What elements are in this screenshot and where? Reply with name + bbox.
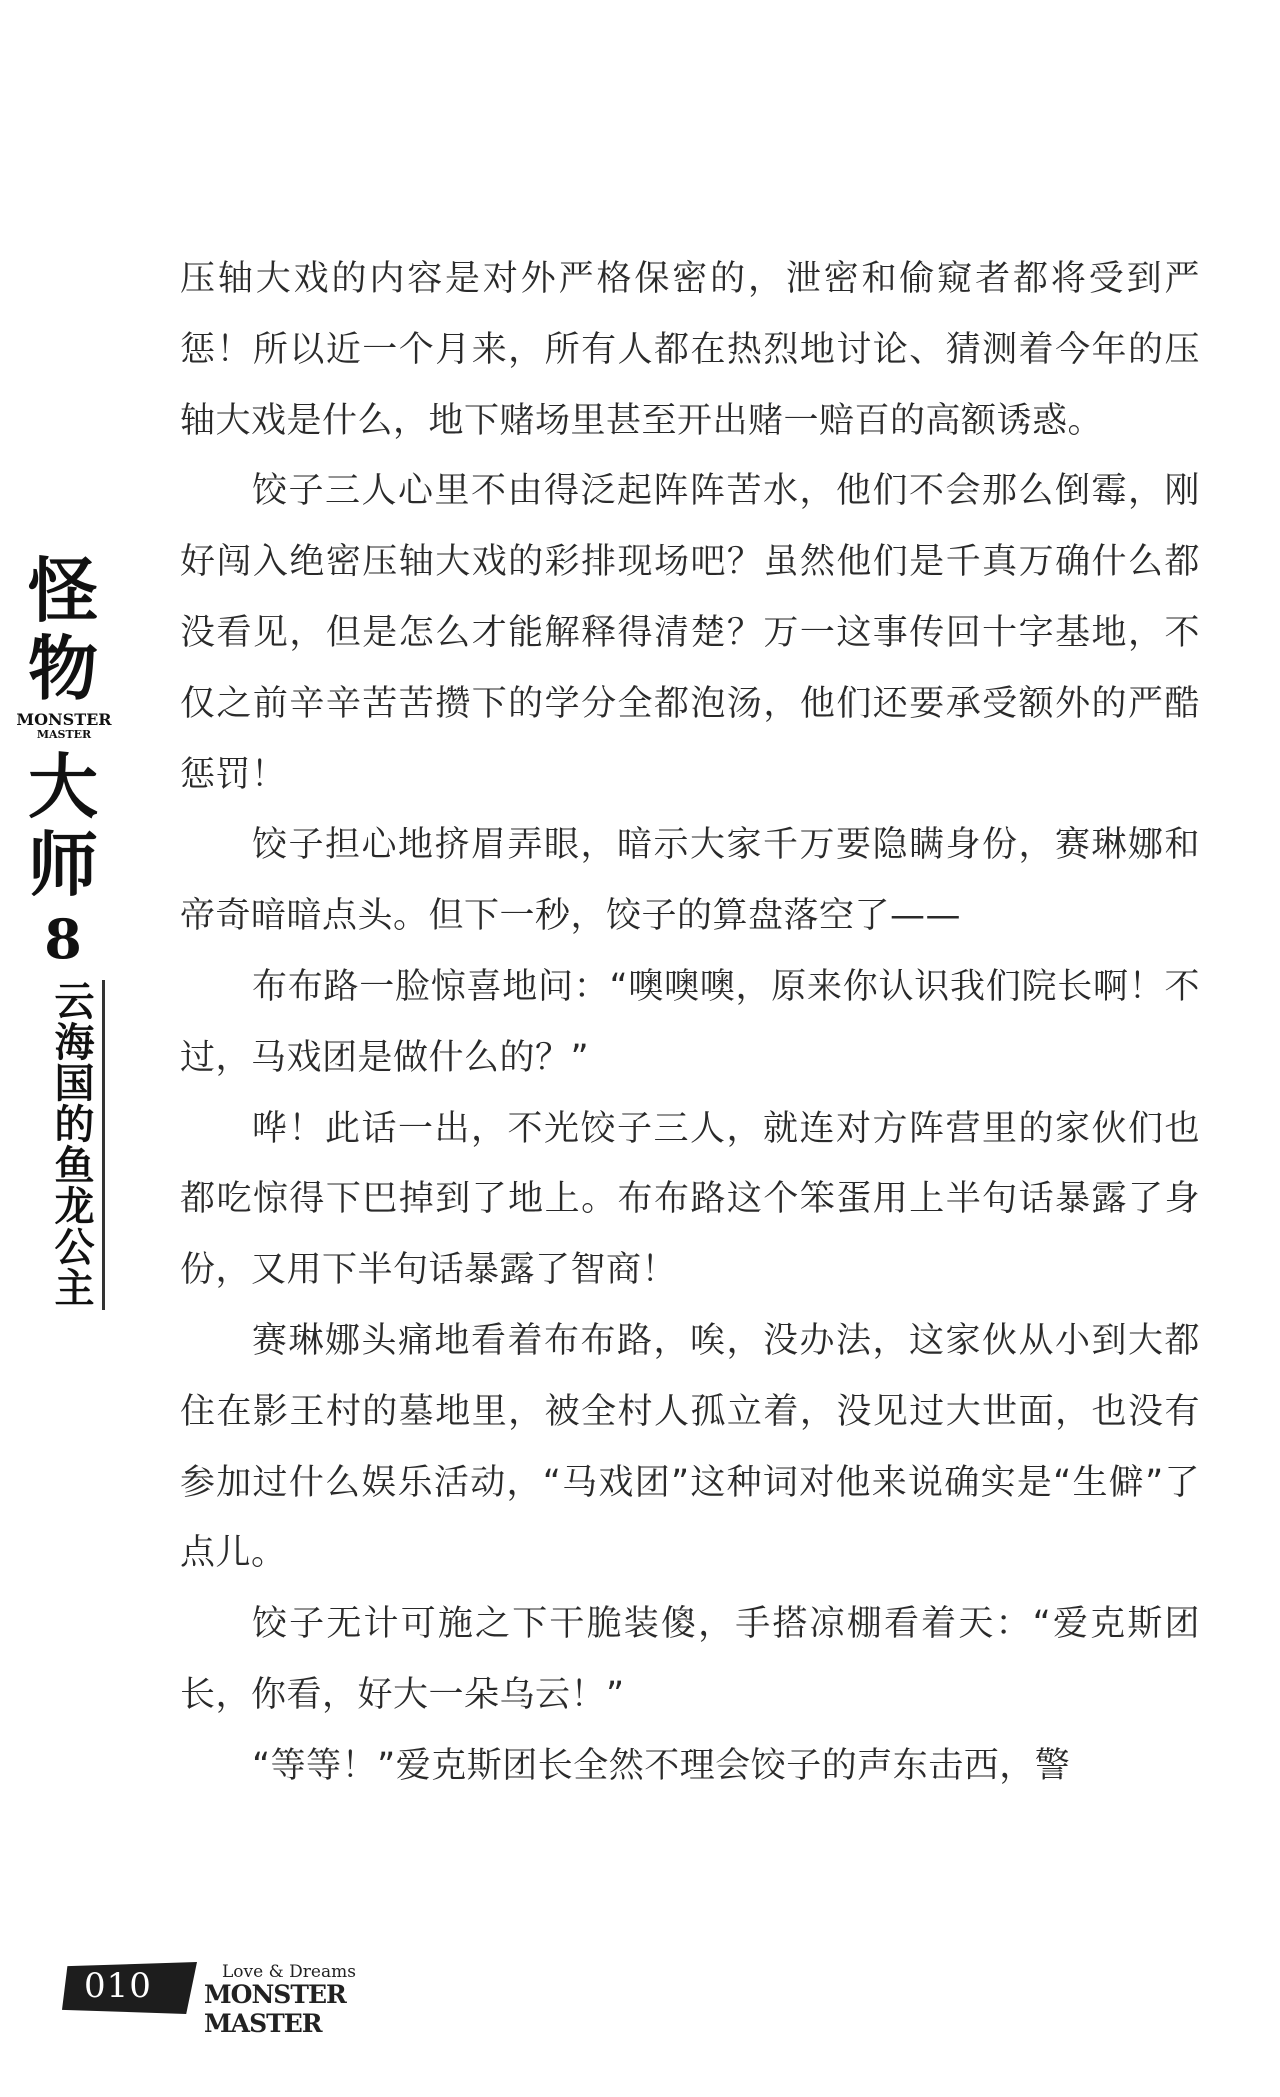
footer-brand: MONSTER MASTER — [204, 1980, 346, 2038]
book-subtitle-wrap — [18, 980, 108, 1310]
paragraph: 赛琳娜头痛地看着布布路，唉，没办法，这家伙从小到大都住在影王村的墓地里，被全村人孤立着，没见过大世面，也没有参加过什么娱乐活动，“马戏团”这种词对他来说确实是“生僻”了点儿。 — [180, 1320, 1200, 1574]
paragraph: “等等！”爱克斯团长全然不理会饺子的声东击西，警 — [252, 1745, 1071, 1786]
series-english-line2: MASTER — [36, 728, 92, 741]
paragraph: 饺子担心地挤眉弄眼，暗示大家千万要隐瞒身份，赛琳娜和帝奇暗暗点头。但下一秒，饺子的算盘落空了—— — [180, 825, 1200, 937]
paragraph: 饺子三人心里不由得泛起阵阵苦水，他们不会那么倒霉，刚好闯入绝密压轴大戏的彩排现场吧？虽然他们是千真万确什么都没看见，但是怎么才能解释得清楚？万一这事传回十字基地，不仅之前辛辛苦苦攒下的学分全都泡汤，他们还要承受额外的严酷惩罚！ — [180, 471, 1200, 795]
footer-tagline: Love & Dreams — [222, 1962, 356, 1982]
series-title-part1: 怪物 — [28, 550, 98, 710]
paragraph: 布布路一脸惊喜地问：“噢噢噢，原来你认识我们院长啊！不过，马戏团是做什么的？” — [180, 966, 1200, 1078]
page-body — [180, 244, 1200, 1802]
page-footer — [62, 1958, 442, 2038]
series-english-line1: MONSTER — [16, 710, 112, 729]
volume-number: 8 — [44, 907, 82, 971]
series-english-logo — [14, 712, 114, 742]
spine-divider-line — [102, 980, 105, 1310]
book-subtitle: 云海国的鱼龙公主 — [48, 980, 94, 1308]
series-spine — [18, 552, 128, 1352]
paragraph: 饺子无计可施之下干脆装傻，手搭凉棚看着天：“爱克斯团长，你看，好大一朵乌云！” — [180, 1604, 1200, 1715]
page-number: 010 — [84, 1966, 152, 2006]
paragraph: 哗！此话一出，不光饺子三人，就连对方阵营里的家伙们也都吃惊得下巴掉到了地上。布布路这个笨蛋用上半句话暴露了身份，又用下半句话暴露了智商！ — [180, 1108, 1200, 1291]
paragraph: 压轴大戏的内容是对外严格保密的，泄密和偷窥者都将受到严惩！所以近一个月来，所有人都在热烈地讨论、猜测着今年的压轴大戏是什么，地下赌场里甚至开出赌一赔百的高额诱惑。 — [180, 259, 1200, 441]
series-title-part2: 大师 — [28, 746, 98, 906]
